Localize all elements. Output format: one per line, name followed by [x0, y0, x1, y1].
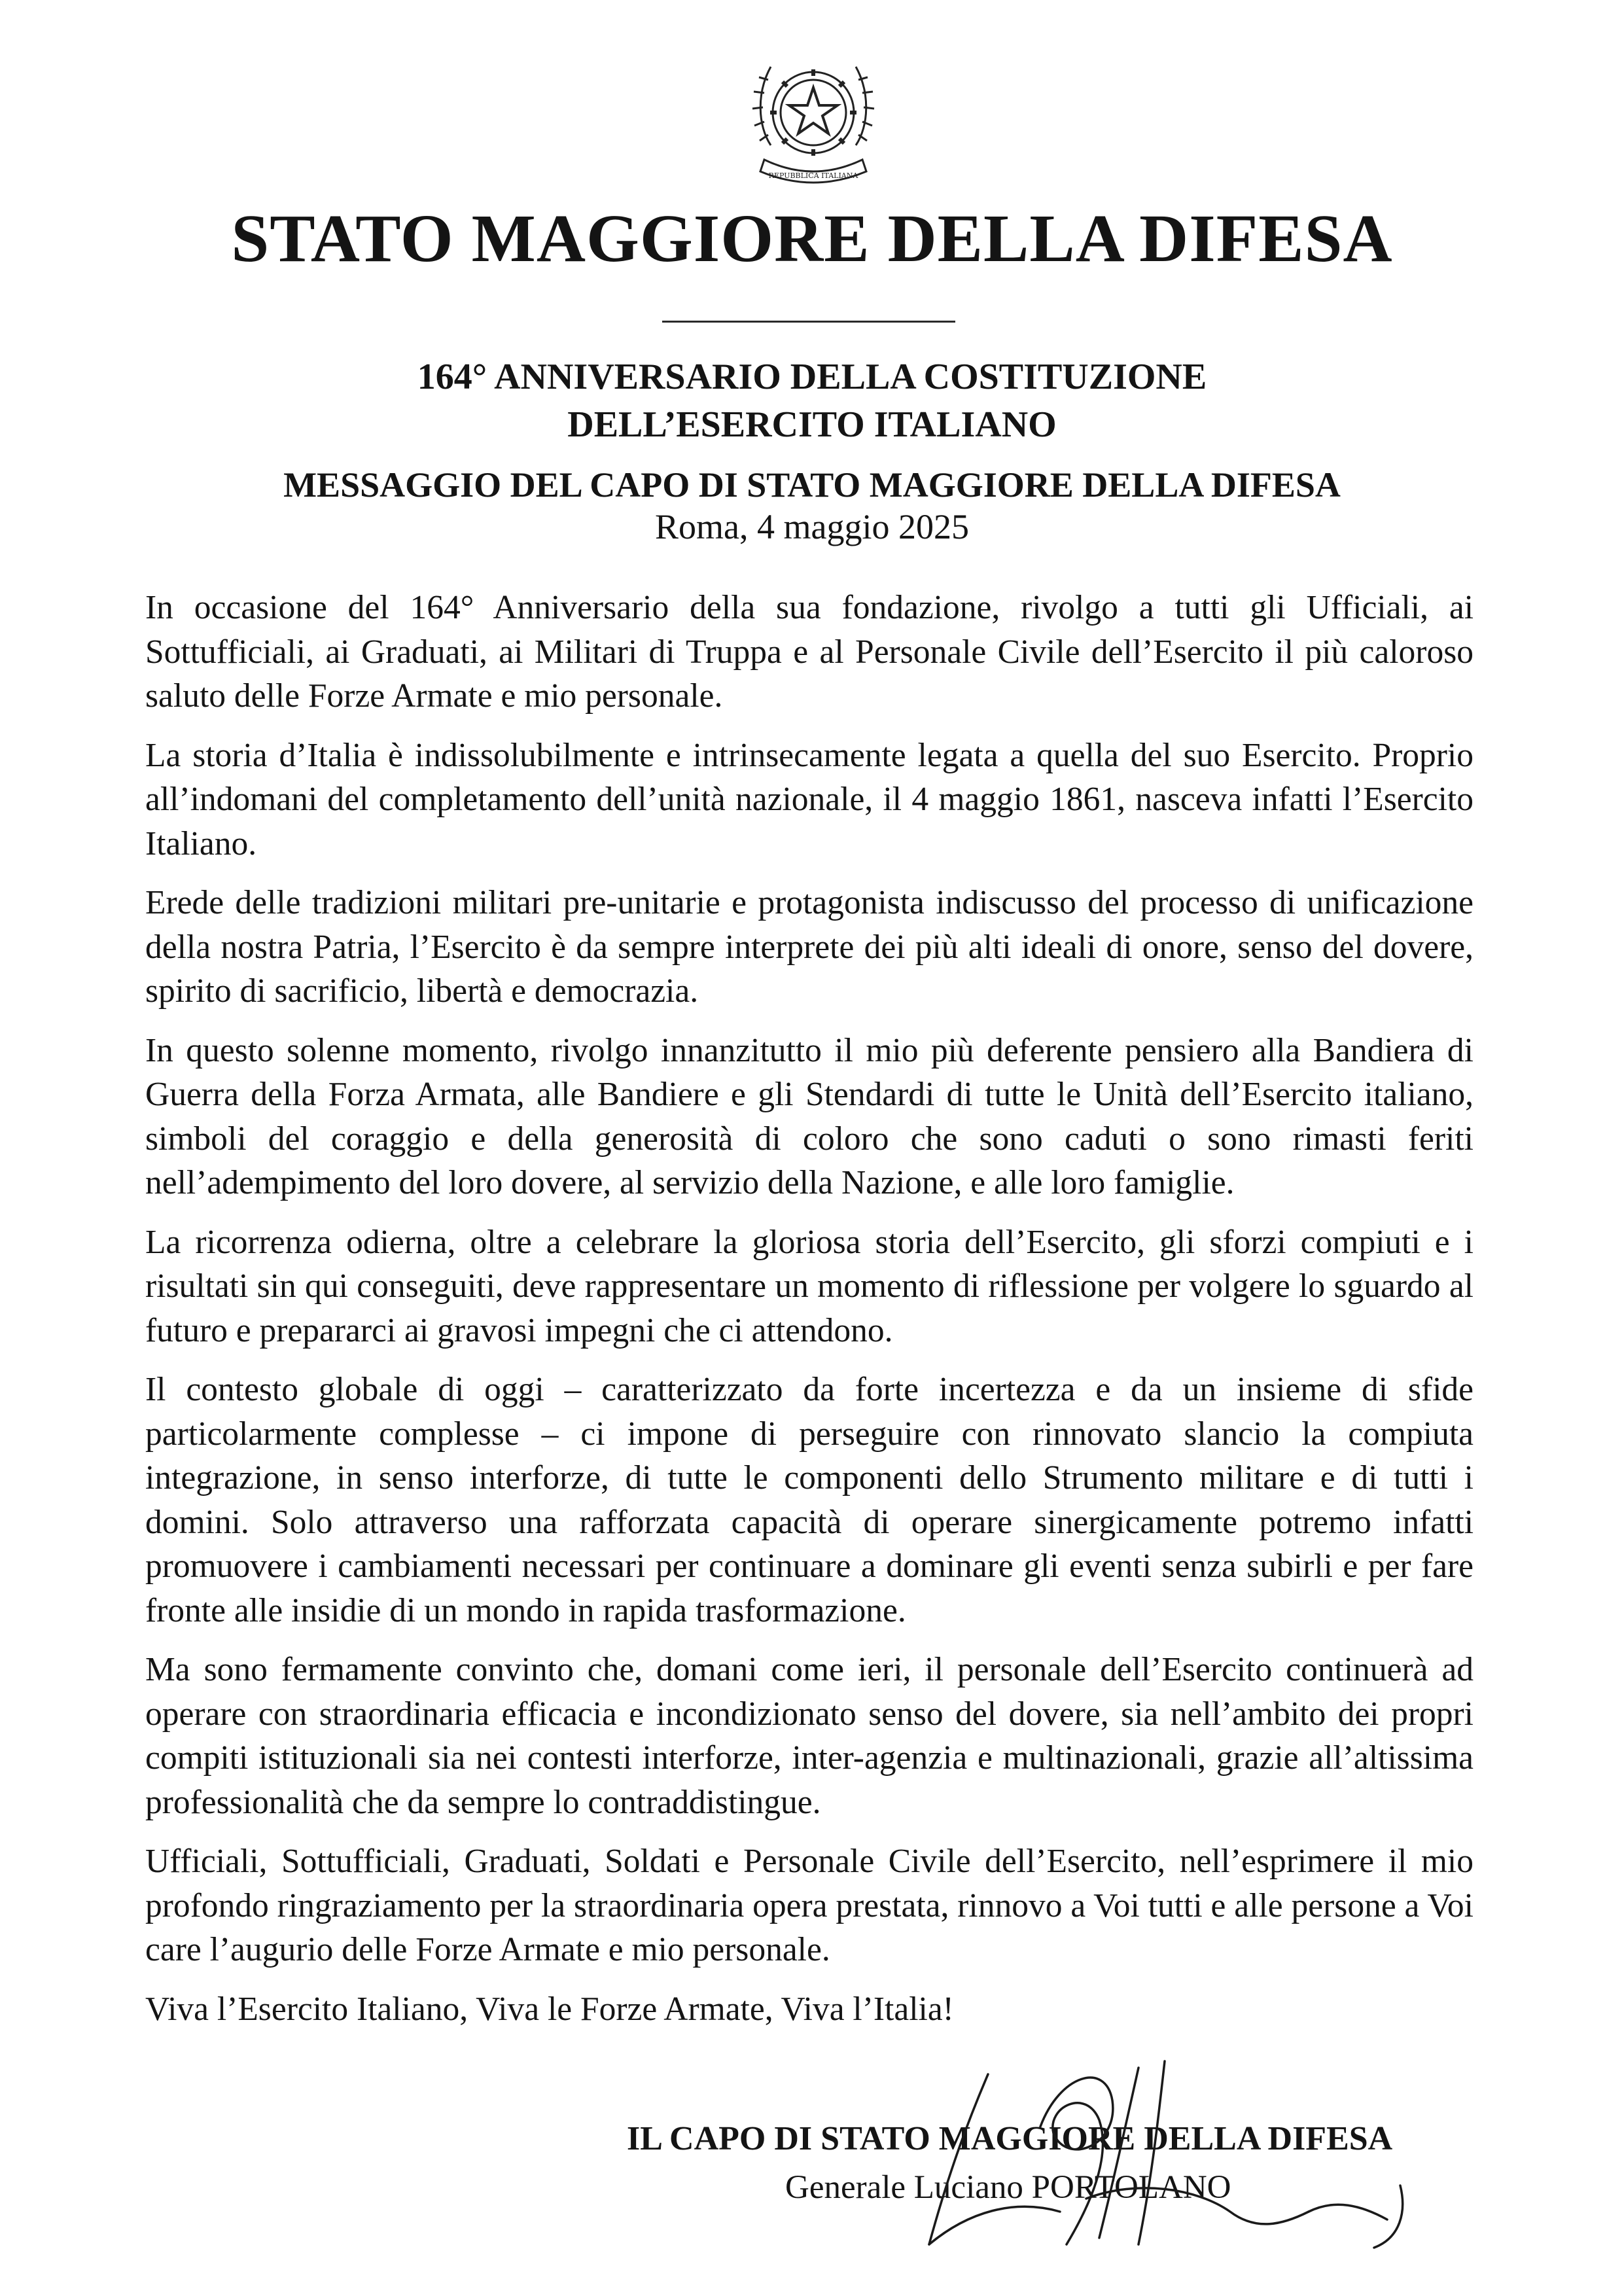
heading-line-3: MESSAGGIO DEL CAPO DI STATO MAGGIORE DELLA DIFESA — [283, 465, 1341, 504]
paragraph: La ricorrenza odierna, oltre a celebrare la gloriosa storia dell’Esercito, gli sforzi compiuti e i risultati sin qui conseguiti, deve rappresentare un momento di riflessione per volgere lo sguardo al futuro e prepararci ai gravosi impegni che ci attendono. — [145, 1223, 1474, 1349]
paragraph: Il contesto globale di oggi – caratterizzato da forte incertezza e da un insieme di sfide particolarmente complesse – ci impone di perseguire con rinnovato slancio la compiuta integrazione, in senso interforze, di tutte le componenti dello Strumento militare e di tutti i domini. Solo attraverso una rafforzata capacità di operare sinergicamente potremo infatti promuovere i cambiamenti necessari per continuare a dominare gli eventi senza subirli e per fare fronte alle insidie di un mondo in rapida trasformazione. — [145, 1371, 1474, 1629]
paragraph: Ma sono fermamente convinto che, domani come ieri, il personale dell’Esercito continuerà ad operare con straordinaria efficacia e incondizionato senso del dovere, sia nell’ambito dei propri compiti istituzionali sia nei contesti interforze, inter-agenzia e multinazionali, grazie all’altissima professionalità che da sempre lo contraddistingue. — [145, 1651, 1474, 1821]
signatory-title: IL CAPO DI STATO MAGGIORE DELLA DIFESA — [627, 2120, 1393, 2157]
svg-text:REPUBBLICA ITALIANA: REPUBBLICA ITALIANA — [768, 171, 858, 180]
date-line: Roma, 4 maggio 2025 — [655, 507, 969, 546]
agency-title: STATO MAGGIORE DELLA DIFESA — [231, 201, 1393, 276]
heading-line-2: DELL’ESERCITO ITALIANO — [567, 404, 1057, 445]
paragraph: La storia d’Italia è indissolubilmente e intrinsecamente legata a quella del suo Esercito. Proprio all’indomani del completamento dell’unità nazionale, il 4 maggio 1861, nasceva infatti l’Esercito Italiano. — [145, 736, 1474, 862]
handwritten-signature — [890, 2048, 1426, 2264]
title-divider — [662, 321, 955, 323]
repubblica-italiana-emblem-icon — [745, 47, 882, 191]
message-body — [145, 586, 1474, 2046]
closing-paragraph: Viva l’Esercito Italiano, Viva le Forze Armate, Viva l’Italia! — [145, 1990, 954, 2028]
paragraph: Ufficiali, Sottufficiali, Graduati, Soldati e Personale Civile dell’Esercito, nell’esprimere il mio profondo ringraziamento per la straordinaria opera prestata, rinnovo a Voi tutti e alle persone a Voi care l’augurio delle Forze Armate e mio personale. — [145, 1843, 1474, 1968]
signatory-name: Generale Luciano PORTOLANO — [785, 2169, 1231, 2206]
paragraph: In questo solenne momento, rivolgo innanzitutto il mio più deferente pensiero alla Bandiera di Guerra della Forza Armata, alle Bandiere e gli Stendardi di tutte le Unità dell’Esercito italiano, simboli del coraggio e della generosità di coloro che sono caduti o sono rimasti feriti nell’adempimento del loro dovere, al servizio della Nazione, e alle loro famiglie. — [145, 1031, 1474, 1201]
paragraph: Erede delle tradizioni militari pre-unitarie e protagonista indiscusso del processo di unificazione della nostra Patria, l’Esercito è da sempre interprete dei più alti ideali di onore, senso del dovere, spirito di sacrificio, libertà e democrazia. — [145, 884, 1474, 1010]
heading-line-1: 164° ANNIVERSARIO DELLA COSTITUZIONE — [417, 357, 1207, 397]
paragraph: In occasione del 164° Anniversario della sua fondazione, rivolgo a tutti gli Ufficiali, ai Sottufficiali, ai Graduati, ai Militari di Truppa e al Personale Civile dell’Esercito il più caloroso saluto delle Forze Armate e mio personale. — [145, 589, 1474, 715]
